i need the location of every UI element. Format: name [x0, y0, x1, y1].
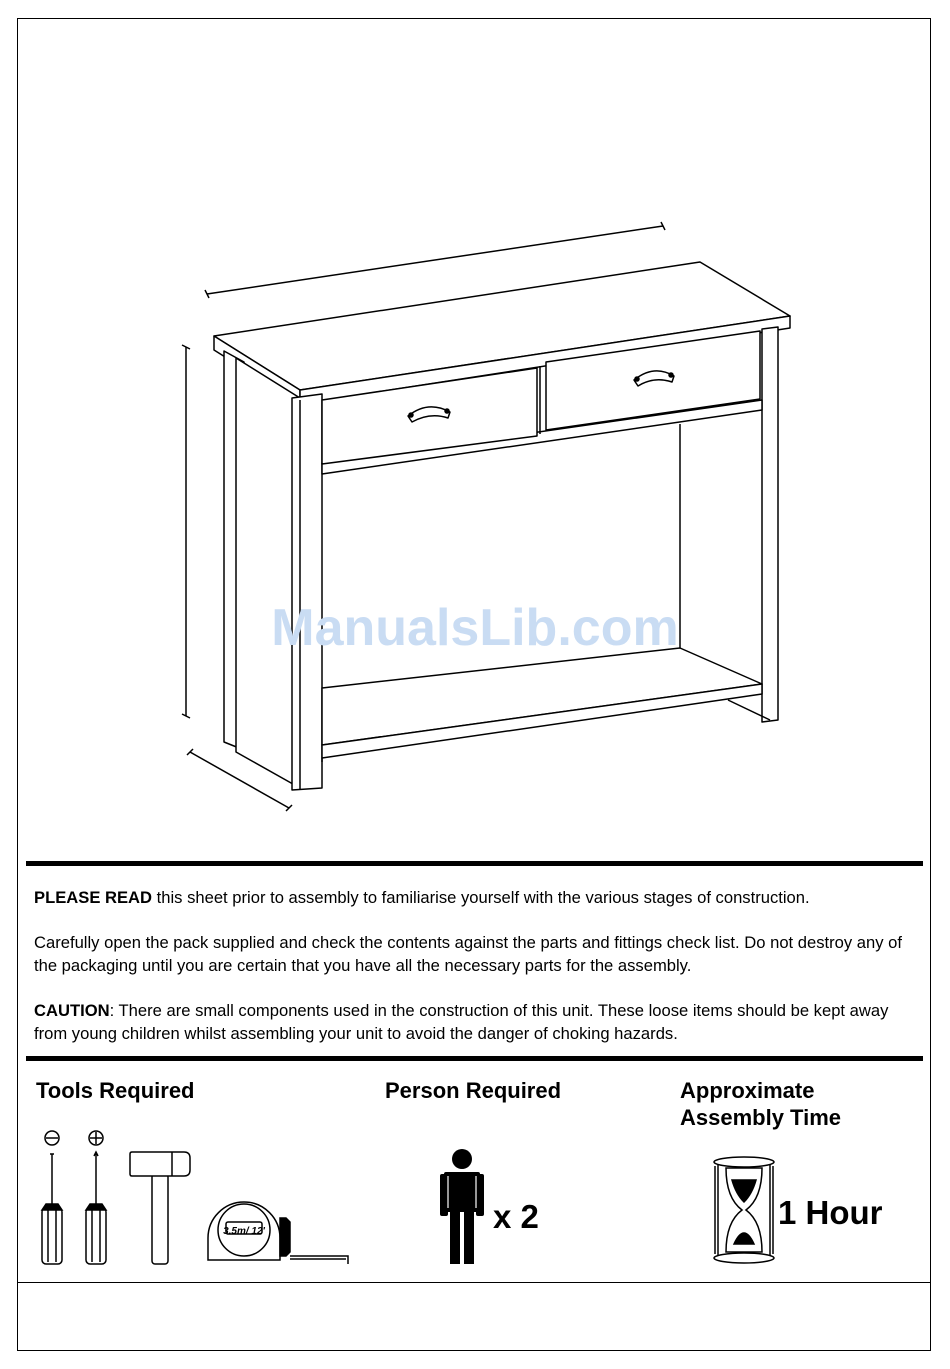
- person-required-heading: Person Required: [385, 1078, 562, 1103]
- tape-measure-icon: [206, 1184, 356, 1270]
- instruction-caution: [34, 999, 914, 1045]
- person-icon: [438, 1146, 488, 1266]
- divider-top: [26, 861, 923, 866]
- please-read-text: this sheet prior to assembly to familiarise yourself with the various stages of construction.: [152, 888, 810, 907]
- person-count: x 2: [493, 1198, 539, 1235]
- instruction-check-contents: Carefully open the pack supplied and check the contents against the parts and fittings check list. Do not destroy any of the packaging until you are certain that you have all the necessary parts for the assembly.: [34, 933, 902, 975]
- please-read-label: PLEASE READ: [34, 888, 153, 907]
- instruction-please-read: [34, 886, 914, 909]
- footer-divider: [17, 1282, 931, 1283]
- console-table-illustration: [150, 200, 830, 840]
- caution-text: : There are small components used in the construction of this unit. These loose items should be kept away from young children whilst assembling your unit to avoid the danger of choking hazards.: [34, 1001, 889, 1043]
- phillips-screwdriver-icon: [82, 1128, 110, 1268]
- caution-label: CAUTION: [34, 1001, 110, 1020]
- watermark: ManualsLib.com: [271, 599, 679, 657]
- flathead-screwdriver-icon: [38, 1128, 66, 1268]
- tape-measure-label: 3.5m/ 12': [223, 1226, 265, 1237]
- hammer-icon: [128, 1146, 194, 1268]
- assembly-time-heading: Approximate Assembly Time: [680, 1078, 842, 1130]
- tools-required-heading: Tools Required: [36, 1078, 195, 1103]
- divider-bottom: [26, 1056, 923, 1061]
- assembly-time-value: 1 Hour: [778, 1194, 883, 1231]
- hourglass-icon: [712, 1156, 776, 1264]
